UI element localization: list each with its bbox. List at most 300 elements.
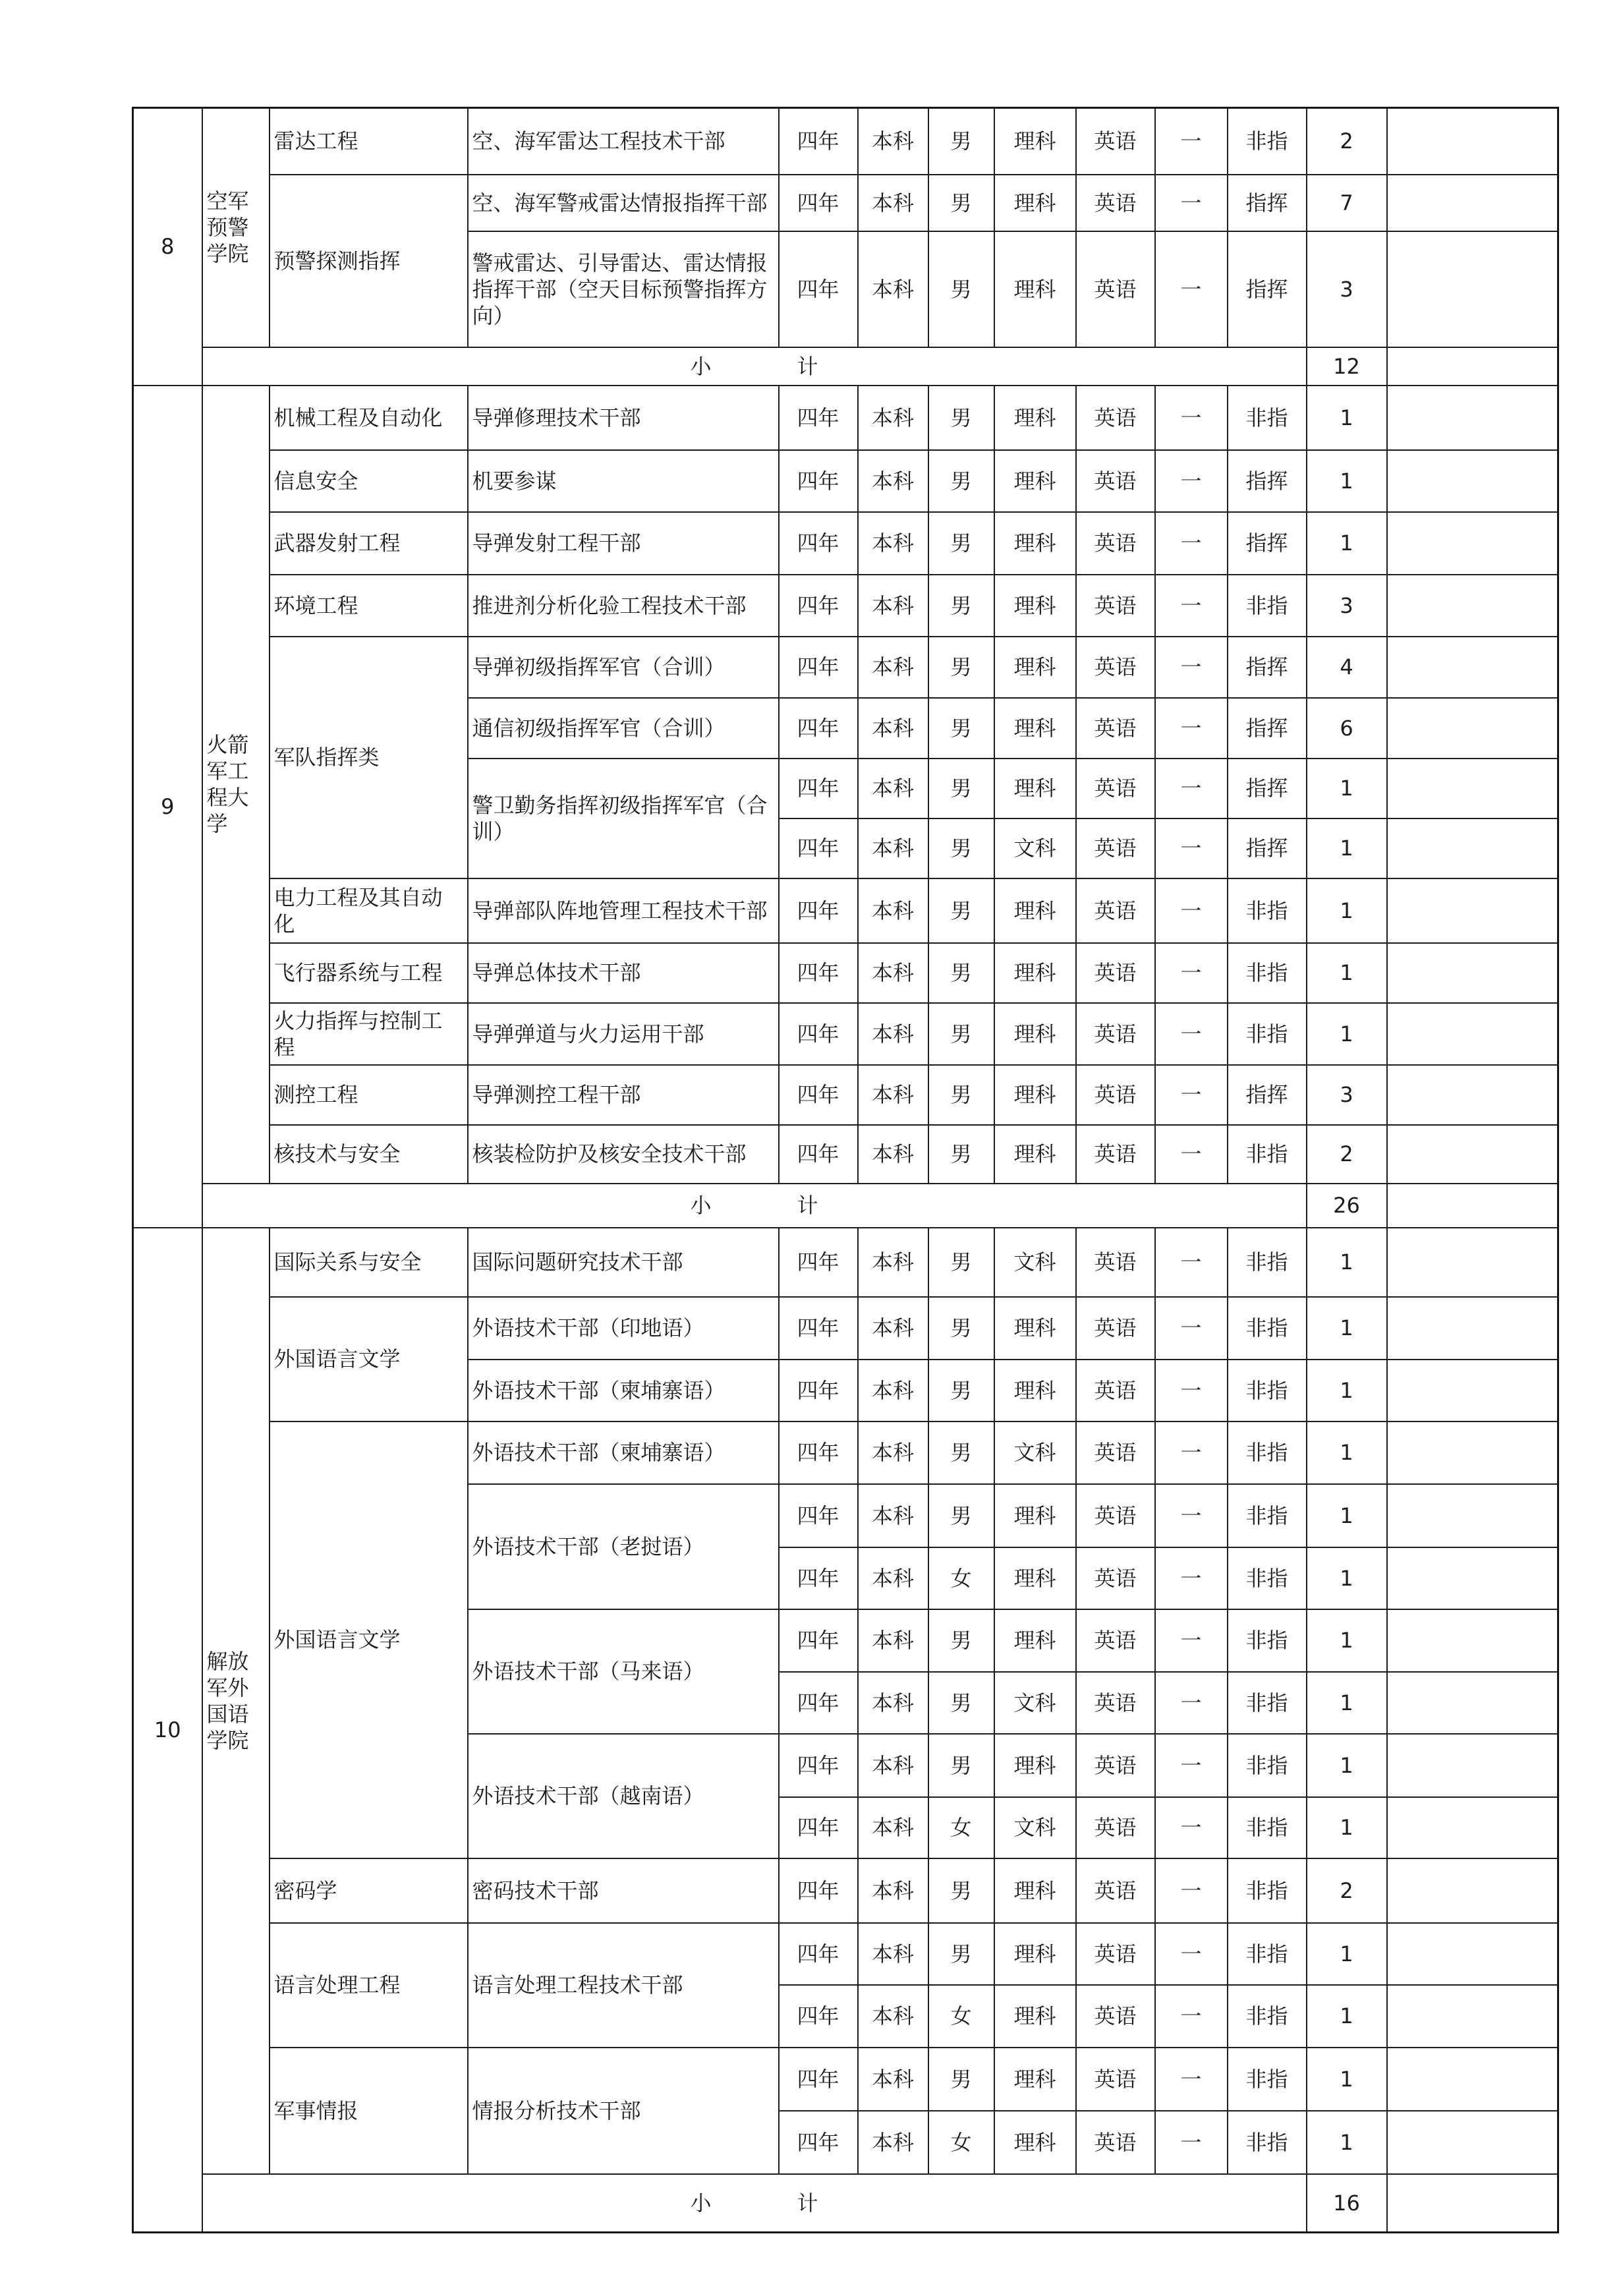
req-cell: 一 [1155, 175, 1228, 231]
position-cell: 密码技术干部 [468, 1858, 779, 1923]
remarks-cell [1387, 878, 1558, 943]
years-cell: 四年 [779, 1484, 858, 1547]
req-cell: 一 [1155, 2111, 1228, 2174]
req-cell: 一 [1155, 1360, 1228, 1421]
count-cell: 1 [1307, 878, 1387, 943]
remarks-cell [1387, 1672, 1558, 1734]
language-cell: 英语 [1076, 698, 1155, 759]
subtotal-value: 12 [1307, 347, 1387, 386]
type-cell: 非指 [1228, 1484, 1307, 1547]
years-cell: 四年 [779, 878, 858, 943]
count-cell: 4 [1307, 637, 1387, 698]
subject-cell: 理科 [994, 943, 1076, 1003]
section-number: 9 [133, 386, 202, 1228]
type-cell: 非指 [1228, 108, 1307, 175]
remarks-cell [1387, 1297, 1558, 1360]
level-cell: 本科 [858, 943, 928, 1003]
count-cell: 1 [1307, 1797, 1387, 1858]
req-cell: 一 [1155, 1297, 1228, 1360]
years-cell: 四年 [779, 1797, 858, 1858]
gender-cell: 男 [928, 450, 994, 512]
type-cell: 非指 [1228, 1125, 1307, 1184]
subject-cell: 文科 [994, 1797, 1076, 1858]
count-cell: 2 [1307, 1858, 1387, 1923]
count-cell: 1 [1307, 386, 1387, 450]
level-cell: 本科 [858, 1484, 928, 1547]
gender-cell: 男 [928, 1125, 994, 1184]
gender-cell: 女 [928, 1547, 994, 1609]
req-cell: 一 [1155, 943, 1228, 1003]
years-cell: 四年 [779, 231, 858, 347]
gender-cell: 男 [928, 759, 994, 818]
req-cell: 一 [1155, 698, 1228, 759]
language-cell: 英语 [1076, 2111, 1155, 2174]
years-cell: 四年 [779, 759, 858, 818]
language-cell: 英语 [1076, 1065, 1155, 1125]
years-cell: 四年 [779, 1923, 858, 1985]
table-row [133, 1065, 1558, 1125]
subject-cell: 理科 [994, 1985, 1076, 2048]
subject-cell: 理科 [994, 1125, 1076, 1184]
years-cell: 四年 [779, 1858, 858, 1923]
type-cell: 非指 [1228, 878, 1307, 943]
table-row [133, 1858, 1558, 1923]
count-cell: 1 [1307, 1360, 1387, 1421]
remarks-cell [1387, 2174, 1558, 2233]
subject-cell: 理科 [994, 2048, 1076, 2111]
gender-cell: 男 [928, 2048, 994, 2111]
gender-cell: 男 [928, 1228, 994, 1297]
req-cell: 一 [1155, 1003, 1228, 1065]
position-cell: 外语技术干部（印地语） [468, 1297, 779, 1360]
remarks-cell [1387, 108, 1558, 175]
position-cell: 外语技术干部（柬埔寨语） [468, 1360, 779, 1421]
years-cell: 四年 [779, 1609, 858, 1672]
major-cell: 外国语言文学 [270, 1421, 468, 1858]
subtotal-value: 16 [1307, 2174, 1387, 2233]
major-cell: 机械工程及自动化 [270, 386, 468, 450]
language-cell: 英语 [1076, 1125, 1155, 1184]
subject-cell: 文科 [994, 1421, 1076, 1484]
level-cell: 本科 [858, 1360, 928, 1421]
position-cell: 导弹总体技术干部 [468, 943, 779, 1003]
table-row [133, 1297, 1558, 1360]
gender-cell: 女 [928, 1985, 994, 2048]
count-cell: 1 [1307, 818, 1387, 878]
gender-cell: 男 [928, 175, 994, 231]
subtotal-label: 小计 [202, 1184, 1307, 1228]
remarks-cell [1387, 943, 1558, 1003]
type-cell: 指挥 [1228, 231, 1307, 347]
language-cell: 英语 [1076, 450, 1155, 512]
req-cell: 一 [1155, 1672, 1228, 1734]
req-cell: 一 [1155, 1065, 1228, 1125]
position-cell: 导弹测控工程干部 [468, 1065, 779, 1125]
position-cell: 情报分析技术干部 [468, 2048, 779, 2174]
language-cell: 英语 [1076, 943, 1155, 1003]
count-cell: 1 [1307, 1297, 1387, 1360]
years-cell: 四年 [779, 108, 858, 175]
subject-cell: 理科 [994, 637, 1076, 698]
type-cell: 指挥 [1228, 450, 1307, 512]
language-cell: 英语 [1076, 1734, 1155, 1797]
subject-cell: 理科 [994, 1484, 1076, 1547]
major-cell: 密码学 [270, 1858, 468, 1923]
language-cell: 英语 [1076, 1985, 1155, 2048]
req-cell: 一 [1155, 386, 1228, 450]
remarks-cell [1387, 450, 1558, 512]
level-cell: 本科 [858, 1547, 928, 1609]
gender-cell: 男 [928, 1360, 994, 1421]
position-cell: 外语技术干部（柬埔寨语） [468, 1421, 779, 1484]
language-cell: 英语 [1076, 818, 1155, 878]
remarks-cell [1387, 2111, 1558, 2174]
req-cell: 一 [1155, 575, 1228, 637]
remarks-cell [1387, 1797, 1558, 1858]
table-row [133, 1228, 1558, 1297]
level-cell: 本科 [858, 818, 928, 878]
req-cell: 一 [1155, 1923, 1228, 1985]
subtotal-row [133, 2174, 1558, 2233]
count-cell: 1 [1307, 512, 1387, 575]
position-cell: 导弹弹道与火力运用干部 [468, 1003, 779, 1065]
table-row [133, 1125, 1558, 1184]
type-cell: 指挥 [1228, 175, 1307, 231]
type-cell: 非指 [1228, 1609, 1307, 1672]
type-cell: 非指 [1228, 386, 1307, 450]
level-cell: 本科 [858, 759, 928, 818]
years-cell: 四年 [779, 943, 858, 1003]
position-cell: 外语技术干部（老挝语） [468, 1484, 779, 1609]
years-cell: 四年 [779, 512, 858, 575]
position-cell: 导弹部队阵地管理工程技术干部 [468, 878, 779, 943]
section-number: 10 [133, 1228, 202, 2233]
remarks-cell [1387, 347, 1558, 386]
level-cell: 本科 [858, 1985, 928, 2048]
section-number: 8 [133, 108, 202, 386]
major-cell: 雷达工程 [270, 108, 468, 175]
remarks-cell [1387, 1125, 1558, 1184]
type-cell: 指挥 [1228, 759, 1307, 818]
count-cell: 7 [1307, 175, 1387, 231]
years-cell: 四年 [779, 175, 858, 231]
subtotal-value: 26 [1307, 1184, 1387, 1228]
req-cell: 一 [1155, 1484, 1228, 1547]
gender-cell: 男 [928, 1609, 994, 1672]
req-cell: 一 [1155, 637, 1228, 698]
gender-cell: 男 [928, 108, 994, 175]
remarks-cell [1387, 512, 1558, 575]
count-cell: 1 [1307, 1484, 1387, 1547]
table-row [133, 1003, 1558, 1065]
remarks-cell [1387, 637, 1558, 698]
subject-cell: 理科 [994, 1297, 1076, 1360]
req-cell: 一 [1155, 1421, 1228, 1484]
position-cell: 国际问题研究技术干部 [468, 1228, 779, 1297]
subject-cell: 理科 [994, 2111, 1076, 2174]
type-cell: 指挥 [1228, 818, 1307, 878]
count-cell: 1 [1307, 1923, 1387, 1985]
position-cell: 推进剂分析化验工程技术干部 [468, 575, 779, 637]
position-cell: 通信初级指挥军官（合训） [468, 698, 779, 759]
gender-cell: 女 [928, 2111, 994, 2174]
language-cell: 英语 [1076, 1484, 1155, 1547]
language-cell: 英语 [1076, 2048, 1155, 2111]
major-cell: 语言处理工程 [270, 1923, 468, 2048]
gender-cell: 男 [928, 943, 994, 1003]
table-row [133, 108, 1558, 175]
language-cell: 英语 [1076, 108, 1155, 175]
language-cell: 英语 [1076, 1672, 1155, 1734]
level-cell: 本科 [858, 2048, 928, 2111]
years-cell: 四年 [779, 1734, 858, 1797]
remarks-cell [1387, 175, 1558, 231]
remarks-cell [1387, 386, 1558, 450]
table-row [133, 2048, 1558, 2111]
count-cell: 2 [1307, 1125, 1387, 1184]
level-cell: 本科 [858, 1609, 928, 1672]
count-cell: 6 [1307, 698, 1387, 759]
years-cell: 四年 [779, 1360, 858, 1421]
table-row [133, 878, 1558, 943]
major-cell: 信息安全 [270, 450, 468, 512]
gender-cell: 男 [928, 386, 994, 450]
level-cell: 本科 [858, 1797, 928, 1858]
level-cell: 本科 [858, 878, 928, 943]
position-cell: 空、海军警戒雷达情报指挥干部 [468, 175, 779, 231]
subtotal-label: 小计 [202, 2174, 1307, 2233]
subject-cell: 理科 [994, 759, 1076, 818]
table-row [133, 386, 1558, 450]
major-cell: 预警探测指挥 [270, 175, 468, 347]
type-cell: 指挥 [1228, 698, 1307, 759]
gender-cell: 男 [928, 698, 994, 759]
position-cell: 导弹发射工程干部 [468, 512, 779, 575]
table-row [133, 450, 1558, 512]
subject-cell: 理科 [994, 1360, 1076, 1421]
major-cell: 核技术与安全 [270, 1125, 468, 1184]
remarks-cell [1387, 1228, 1558, 1297]
years-cell: 四年 [779, 575, 858, 637]
type-cell: 非指 [1228, 1547, 1307, 1609]
gender-cell: 男 [928, 637, 994, 698]
count-cell: 3 [1307, 575, 1387, 637]
years-cell: 四年 [779, 1297, 858, 1360]
req-cell: 一 [1155, 1858, 1228, 1923]
major-cell: 飞行器系统与工程 [270, 943, 468, 1003]
subject-cell: 理科 [994, 575, 1076, 637]
req-cell: 一 [1155, 1609, 1228, 1672]
subject-cell: 理科 [994, 698, 1076, 759]
type-cell: 非指 [1228, 1297, 1307, 1360]
position-cell: 导弹修理技术干部 [468, 386, 779, 450]
count-cell: 2 [1307, 108, 1387, 175]
position-cell: 语言处理工程技术干部 [468, 1923, 779, 2048]
level-cell: 本科 [858, 1297, 928, 1360]
remarks-cell [1387, 1065, 1558, 1125]
subject-cell: 理科 [994, 1065, 1076, 1125]
gender-cell: 男 [928, 1003, 994, 1065]
req-cell: 一 [1155, 1547, 1228, 1609]
gender-cell: 男 [928, 1065, 994, 1125]
major-cell: 环境工程 [270, 575, 468, 637]
gender-cell: 男 [928, 1734, 994, 1797]
position-cell: 警戒雷达、引导雷达、雷达情报指挥干部（空天目标预警指挥方向） [468, 231, 779, 347]
req-cell: 一 [1155, 1985, 1228, 2048]
language-cell: 英语 [1076, 878, 1155, 943]
major-cell: 军事情报 [270, 2048, 468, 2174]
table-row [133, 175, 1558, 231]
major-cell: 火力指挥与控制工程 [270, 1003, 468, 1065]
remarks-cell [1387, 1184, 1558, 1228]
subject-cell: 理科 [994, 1923, 1076, 1985]
count-cell: 1 [1307, 2048, 1387, 2111]
remarks-cell [1387, 231, 1558, 347]
count-cell: 1 [1307, 943, 1387, 1003]
count-cell: 3 [1307, 1065, 1387, 1125]
type-cell: 非指 [1228, 1003, 1307, 1065]
count-cell: 1 [1307, 1003, 1387, 1065]
years-cell: 四年 [779, 450, 858, 512]
count-cell: 1 [1307, 1609, 1387, 1672]
level-cell: 本科 [858, 1858, 928, 1923]
gender-cell: 男 [928, 1484, 994, 1547]
major-cell: 军队指挥类 [270, 637, 468, 878]
table-row [133, 1923, 1558, 1985]
subject-cell: 理科 [994, 450, 1076, 512]
table-row [133, 943, 1558, 1003]
remarks-cell [1387, 1484, 1558, 1547]
years-cell: 四年 [779, 637, 858, 698]
subject-cell: 理科 [994, 386, 1076, 450]
count-cell: 1 [1307, 1547, 1387, 1609]
remarks-cell [1387, 1858, 1558, 1923]
language-cell: 英语 [1076, 231, 1155, 347]
subtotal-row [133, 347, 1558, 386]
language-cell: 英语 [1076, 1797, 1155, 1858]
level-cell: 本科 [858, 1672, 928, 1734]
count-cell: 3 [1307, 231, 1387, 347]
gender-cell: 男 [928, 1421, 994, 1484]
type-cell: 非指 [1228, 1672, 1307, 1734]
subject-cell: 理科 [994, 1609, 1076, 1672]
type-cell: 非指 [1228, 1421, 1307, 1484]
req-cell: 一 [1155, 1797, 1228, 1858]
language-cell: 英语 [1076, 386, 1155, 450]
years-cell: 四年 [779, 1547, 858, 1609]
gender-cell: 男 [928, 1297, 994, 1360]
req-cell: 一 [1155, 450, 1228, 512]
major-cell: 武器发射工程 [270, 512, 468, 575]
remarks-cell [1387, 1547, 1558, 1609]
major-cell: 外国语言文学 [270, 1297, 468, 1421]
years-cell: 四年 [779, 1125, 858, 1184]
gender-cell: 男 [928, 1672, 994, 1734]
type-cell: 非指 [1228, 1797, 1307, 1858]
type-cell: 非指 [1228, 1228, 1307, 1297]
req-cell: 一 [1155, 818, 1228, 878]
subtotal-row [133, 1184, 1558, 1228]
language-cell: 英语 [1076, 1547, 1155, 1609]
remarks-cell [1387, 1360, 1558, 1421]
major-cell: 电力工程及其自动化 [270, 878, 468, 943]
level-cell: 本科 [858, 386, 928, 450]
remarks-cell [1387, 759, 1558, 818]
type-cell: 非指 [1228, 2048, 1307, 2111]
type-cell: 非指 [1228, 575, 1307, 637]
language-cell: 英语 [1076, 1923, 1155, 1985]
level-cell: 本科 [858, 2111, 928, 2174]
table-row [133, 512, 1558, 575]
major-cell: 测控工程 [270, 1065, 468, 1125]
years-cell: 四年 [779, 698, 858, 759]
type-cell: 非指 [1228, 1734, 1307, 1797]
language-cell: 英语 [1076, 175, 1155, 231]
count-cell: 1 [1307, 1672, 1387, 1734]
remarks-cell [1387, 1923, 1558, 1985]
position-cell: 外语技术干部（越南语） [468, 1734, 779, 1858]
remarks-cell [1387, 575, 1558, 637]
remarks-cell [1387, 818, 1558, 878]
type-cell: 非指 [1228, 1985, 1307, 2048]
gender-cell: 女 [928, 1797, 994, 1858]
remarks-cell [1387, 1734, 1558, 1797]
language-cell: 英语 [1076, 1609, 1155, 1672]
req-cell: 一 [1155, 1734, 1228, 1797]
level-cell: 本科 [858, 175, 928, 231]
years-cell: 四年 [779, 818, 858, 878]
position-cell: 核装检防护及核安全技术干部 [468, 1125, 779, 1184]
subject-cell: 文科 [994, 818, 1076, 878]
level-cell: 本科 [858, 231, 928, 347]
position-cell: 外语技术干部（马来语） [468, 1609, 779, 1734]
years-cell: 四年 [779, 1985, 858, 2048]
level-cell: 本科 [858, 1003, 928, 1065]
subject-cell: 理科 [994, 175, 1076, 231]
language-cell: 英语 [1076, 1297, 1155, 1360]
position-cell: 机要参谋 [468, 450, 779, 512]
language-cell: 英语 [1076, 1858, 1155, 1923]
remarks-cell [1387, 1421, 1558, 1484]
level-cell: 本科 [858, 1421, 928, 1484]
years-cell: 四年 [779, 386, 858, 450]
type-cell: 非指 [1228, 1923, 1307, 1985]
language-cell: 英语 [1076, 637, 1155, 698]
language-cell: 英语 [1076, 1228, 1155, 1297]
school-name: 解放军外国语学院 [202, 1228, 270, 2174]
gender-cell: 男 [928, 512, 994, 575]
position-cell: 导弹初级指挥军官（合训） [468, 637, 779, 698]
subject-cell: 理科 [994, 878, 1076, 943]
remarks-cell [1387, 2048, 1558, 2111]
remarks-cell [1387, 1003, 1558, 1065]
years-cell: 四年 [779, 2111, 858, 2174]
years-cell: 四年 [779, 2048, 858, 2111]
gender-cell: 男 [928, 231, 994, 347]
years-cell: 四年 [779, 1065, 858, 1125]
language-cell: 英语 [1076, 1360, 1155, 1421]
position-cell: 警卫勤务指挥初级指挥军官（合训） [468, 759, 779, 878]
gender-cell: 男 [928, 1858, 994, 1923]
level-cell: 本科 [858, 108, 928, 175]
major-cell: 国际关系与安全 [270, 1228, 468, 1297]
level-cell: 本科 [858, 450, 928, 512]
level-cell: 本科 [858, 1228, 928, 1297]
subject-cell: 文科 [994, 1228, 1076, 1297]
language-cell: 英语 [1076, 575, 1155, 637]
count-cell: 1 [1307, 1734, 1387, 1797]
type-cell: 指挥 [1228, 512, 1307, 575]
